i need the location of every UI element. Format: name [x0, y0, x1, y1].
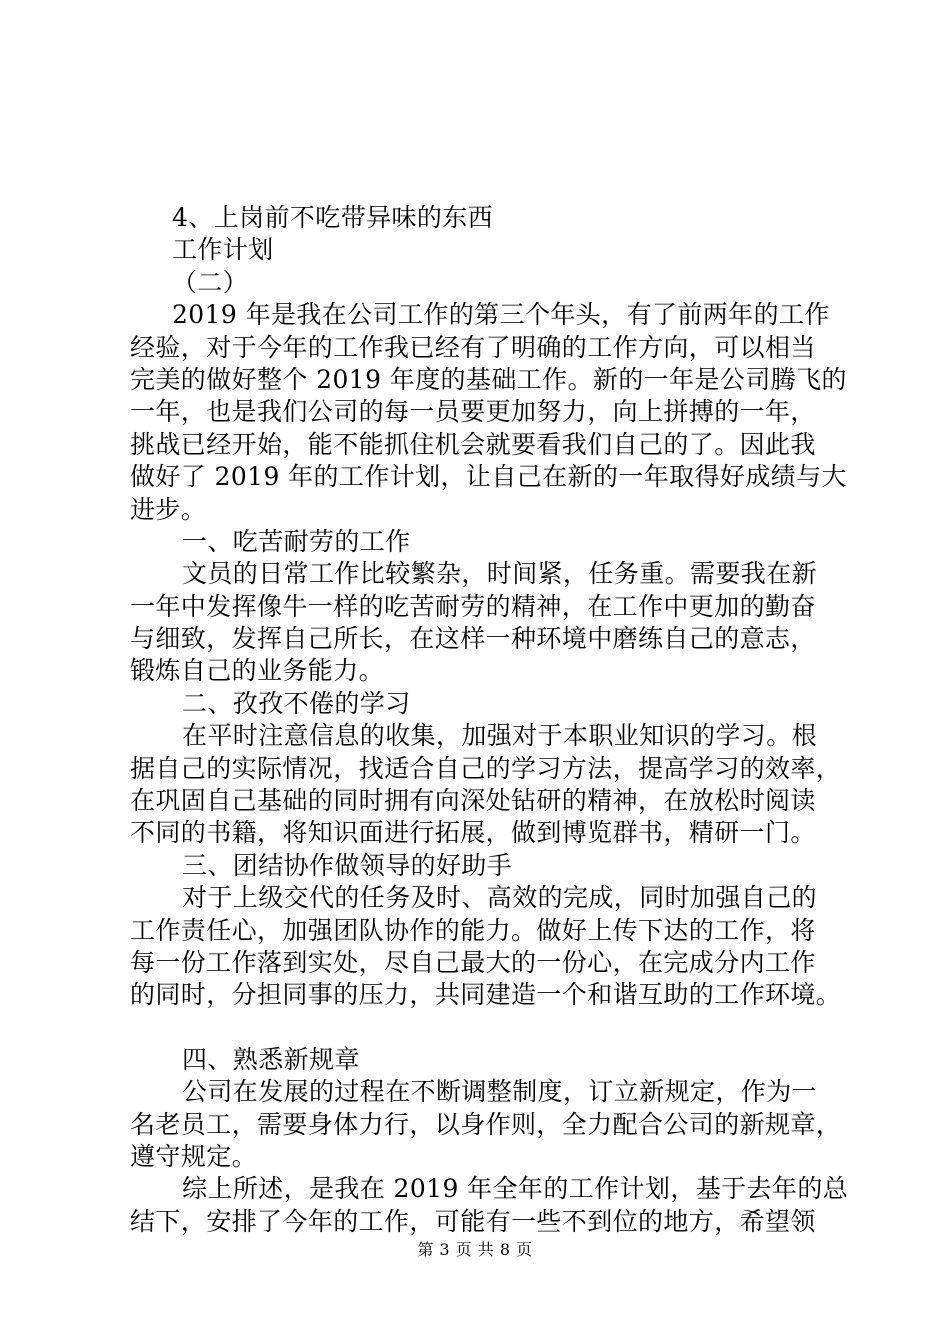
- section-title: 工作计划: [172, 235, 274, 265]
- paragraph-line: 在平时注意信息的收集，加强对于本职业知识的学习。根: [182, 721, 818, 751]
- paragraph-line: 据自己的实际情况，找适合自己的学习方法，提高学习的效率，: [130, 753, 842, 783]
- paragraph-line: 名老员工，需要身体力行，以身作则，全力配合公司的新规章，: [130, 1109, 842, 1139]
- item-paragraph-1: [130, 558, 830, 688]
- paragraph-line: 锻炼自己的业务能力。: [130, 656, 385, 686]
- paragraph-spacer: [130, 1012, 830, 1044]
- item-heading-1: 一、吃苦耐劳的工作: [182, 526, 411, 556]
- paragraph-line: 公司在发展的过程在不断调整制度，订立新规定，作为一: [182, 1077, 818, 1107]
- paragraph-line: 与细致，发挥自己所长，在这样一种环境中磨练自己的意志，: [130, 624, 816, 654]
- section-number: （二）: [172, 267, 249, 297]
- paragraph-line: 经验，对于今年的工作我已经有了明确的工作方向，可以相当: [130, 332, 816, 362]
- paragraph-line: 做好了 2019 年的工作计划，让自己在新的一年取得好成绩与大: [130, 462, 847, 492]
- paragraph-line: 对于上级交代的任务及时、高效的完成，同时加强自己的: [182, 883, 818, 913]
- paragraph-line: 进步。: [130, 494, 207, 524]
- paragraph-line: 在巩固自己基础的同时拥有向深处钻研的精神，在放松时阅读: [130, 786, 816, 816]
- item-paragraph-4: [130, 1076, 842, 1173]
- paragraph-line: 每一份工作落到实处，尽自己最大的一份心，在完成分内工作: [130, 947, 816, 977]
- item-paragraph-3: [130, 882, 842, 1012]
- heading-item: 4、上岗前不吃带异味的东西: [172, 203, 494, 232]
- intro-paragraph: [130, 299, 847, 526]
- paragraph-line: 文员的日常工作比较繁杂，时间紧，任务重。需要我在新: [182, 559, 818, 589]
- paragraph-line: 挑战已经开始，能不能抓住机会就要看我们自己的了。因此我: [130, 429, 816, 459]
- paragraph-line: 结下，安排了今年的工作，可能有一些不到位的地方，希望领: [130, 1206, 816, 1236]
- item-heading-2: 二、孜孜不倦的学习: [182, 688, 411, 718]
- paragraph-line: 2019 年是我在公司工作的第三个年头，有了前两年的工作: [172, 300, 830, 330]
- paragraph-line: 综上所述，是我在 2019 年全年的工作计划，基于去年的总: [182, 1174, 849, 1204]
- paragraph-line: 遵守规定。: [130, 1141, 258, 1171]
- document-body: [130, 202, 849, 1238]
- page-footer: 第 3 页 共 8 页: [417, 1240, 533, 1259]
- paragraph-line: 一年中发挥像牛一样的吃苦耐劳的精神，在工作中更加的勤奋: [130, 591, 816, 621]
- paragraph-line: 完美的做好整个 2019 年度的基础工作。新的一年是公司腾飞的: [130, 364, 847, 394]
- paragraph-line: 一年，也是我们公司的每一员要更加努力，向上拼搏的一年，: [130, 397, 816, 427]
- conclusion-paragraph: [130, 1173, 849, 1238]
- item-paragraph-2: [130, 720, 842, 850]
- paragraph-line: 工作责任心，加强团队协作的能力。做好上传下达的工作，将: [130, 915, 816, 945]
- paragraph-line: 的同时，分担同事的压力，共同建造一个和谐互助的工作环境。: [130, 980, 842, 1010]
- item-heading-3: 三、团结协作做领导的好助手: [182, 850, 513, 880]
- paragraph-line: 不同的书籍，将知识面进行拓展，做到博览群书，精研一门。: [130, 818, 816, 848]
- item-heading-4: 四、熟悉新规章: [182, 1044, 360, 1074]
